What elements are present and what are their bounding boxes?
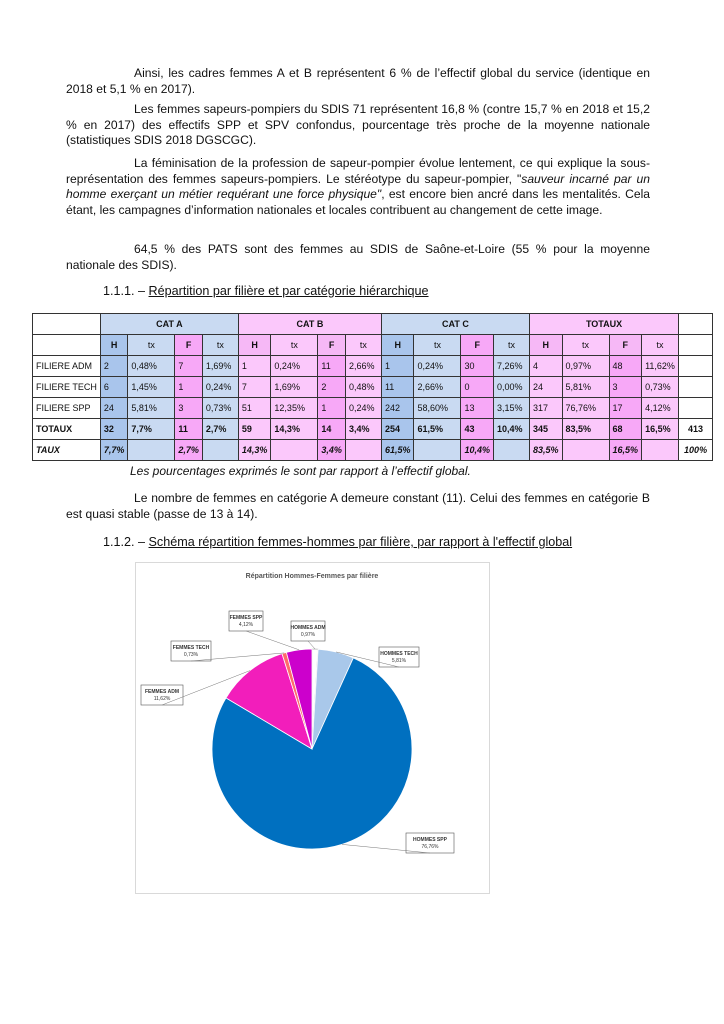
table-subheader-row [33, 335, 713, 356]
group-header: TOTAUX [530, 314, 679, 335]
subheader-cell: F [461, 335, 494, 356]
table-cell: 68 [609, 419, 642, 440]
table-cell: 14 [318, 419, 346, 440]
table-cell: 24 [530, 377, 563, 398]
table-cell: 1 [318, 398, 346, 419]
callout-value: 76,76% [421, 844, 439, 850]
section-title-1: Répartition par filière et par catégorie hiérarchique [148, 284, 429, 298]
grand-total-cell [679, 377, 713, 398]
table-cell: 43 [461, 419, 494, 440]
paragraph-feminisation: La féminisation de la profession de sapeur-pompier évolue lentement, ce qui explique la sous-représentation des femmes sapeurs-pompiers. Le stéréotype du sapeur-pompier, "sauveur incarné par un homme exerçant un métier requérant une force physique", est encore bien ancré dans les mentalités. Cela étant, les campagnes d’information nationales et locales contribuent au changement de cette image. [66, 156, 650, 217]
table-header-row [33, 314, 713, 335]
table-cell: 0,24% [414, 356, 461, 377]
table-cell: 3,4% [345, 419, 381, 440]
table-cell: 10,4% [494, 419, 530, 440]
table-cell [562, 440, 609, 461]
grand-total-cell [679, 356, 713, 377]
grand-total-cell: 100% [679, 440, 713, 461]
paragraph-cadres: Ainsi, les cadres femmes A et B représentent 6 % de l’effectif global du service (identique en 2018 et 5,1 % en 2017). [66, 66, 650, 96]
table-cell: 4 [530, 356, 563, 377]
table-cell [494, 440, 530, 461]
table-cell: 76,76% [562, 398, 609, 419]
table-cell: 4,12% [642, 398, 679, 419]
table-cell: 12,35% [271, 398, 318, 419]
callout-box [229, 611, 263, 631]
table-cell: 1 [381, 356, 414, 377]
subheader-cell: H [238, 335, 271, 356]
row-label: TOTAUX [33, 419, 101, 440]
table-cell: 61,5% [381, 440, 414, 461]
table-cell: 0,24% [345, 398, 381, 419]
table-cell: 3,15% [494, 398, 530, 419]
repartition-table [32, 313, 713, 461]
subheader-cell: tx [345, 335, 381, 356]
table-cell: 0,97% [562, 356, 609, 377]
table-cell: 242 [381, 398, 414, 419]
paragraph-categorie-a: Le nombre de femmes en catégorie A demeure constant (11). Celui des femmes en catégorie B est quasi stable (passe de 13 à 14). [66, 491, 650, 521]
table-cell: 83,5% [530, 440, 563, 461]
table-row [33, 377, 713, 398]
table-cell: 2,66% [345, 356, 381, 377]
table-cell: 3 [175, 398, 203, 419]
group-header: CAT B [238, 314, 381, 335]
table-row [33, 398, 713, 419]
paragraph-femmes-spp: Les femmes sapeurs-pompiers du SDIS 71 représentent 16,8 % (contre 15,7 % en 2018 et 15,2 % en 2017) des effectifs SPP et SPV confondus, pourcentage très proche de la moyenne nationale (statistiques SDIS 2018 DGSCGC). [66, 102, 650, 147]
header-corner-right [679, 314, 713, 335]
callout-label: HOMMES TECH [380, 651, 418, 657]
subheader-cell: tx [562, 335, 609, 356]
table-cell: 51 [238, 398, 271, 419]
group-header: CAT A [100, 314, 238, 335]
table-cell: 0 [461, 377, 494, 398]
callout-value: 11,62% [153, 696, 171, 702]
table-cell: 1,69% [271, 377, 318, 398]
quote-stereotype: sauveur incarné par un homme exerçant un métier requérant une force physique" [66, 171, 650, 201]
table-cell: 2,66% [414, 377, 461, 398]
subheader-cell: tx [202, 335, 238, 356]
table-cell: 59 [238, 419, 271, 440]
callout-box [406, 833, 454, 853]
subheader-cell: H [381, 335, 414, 356]
callout-value: 0,73% [183, 652, 199, 658]
subheader-cell: F [609, 335, 642, 356]
table-cell: 7,7% [100, 440, 128, 461]
table-cell: 0,48% [128, 356, 175, 377]
table-cell: 6 [100, 377, 128, 398]
callout-label: HOMMES SPP [413, 837, 447, 843]
row-label: TAUX [33, 440, 101, 461]
table-cell: 0,73% [642, 377, 679, 398]
callout-box [141, 685, 183, 705]
subheader-cell: F [318, 335, 346, 356]
table-cell: 5,81% [128, 398, 175, 419]
row-label: FILIERE ADM [33, 356, 101, 377]
table-cell: 0,24% [202, 377, 238, 398]
table-cell [128, 440, 175, 461]
table-cell: 3,4% [318, 440, 346, 461]
callout-label: HOMMES ADM [290, 625, 326, 631]
table-cell: 254 [381, 419, 414, 440]
callout-value: 4,12% [238, 622, 254, 628]
table-cell: 11 [318, 356, 346, 377]
callout-box [379, 647, 419, 667]
table-cell [202, 440, 238, 461]
table-cell: 58,60% [414, 398, 461, 419]
subheader-cell: tx [128, 335, 175, 356]
section-title-2: Schéma répartition femmes-hommes par filière, par rapport à l'effectif global [148, 535, 573, 549]
table-cell: 30 [461, 356, 494, 377]
table-cell: 0,73% [202, 398, 238, 419]
table-cell: 83,5% [562, 419, 609, 440]
table-cell: 3 [609, 377, 642, 398]
callout-box [291, 621, 325, 641]
table-cell: 2,7% [202, 419, 238, 440]
table-cell: 7 [238, 377, 271, 398]
section-heading-1: 1.1.1. – Répartition par filière et par catégorie hiérarchique [103, 284, 429, 298]
callout-femmes-spp [229, 611, 299, 650]
table-cell: 11 [175, 419, 203, 440]
subheader-cell: tx [414, 335, 461, 356]
table-cell: 14,3% [271, 419, 318, 440]
table-row [33, 440, 713, 461]
chart-title: Répartition Hommes-Femmes par filière [245, 573, 379, 580]
table-cell: 0,00% [494, 377, 530, 398]
callout-box [171, 641, 211, 661]
table-cell: 11,62% [642, 356, 679, 377]
pie-chart [136, 563, 489, 893]
group-header: CAT C [381, 314, 529, 335]
callout-label: FEMMES ADM [145, 689, 179, 695]
table-cell: 1 [238, 356, 271, 377]
table-cell: 2 [100, 356, 128, 377]
table-cell: 7,7% [128, 419, 175, 440]
table-cell [271, 440, 318, 461]
table-cell [345, 440, 381, 461]
table-cell: 1,45% [128, 377, 175, 398]
row-label: FILIERE TECH [33, 377, 101, 398]
table-cell: 24 [100, 398, 128, 419]
section-heading-2: 1.1.2. – Schéma répartition femmes-hommes par filière, par rapport à l'effectif global [103, 535, 573, 549]
subheader-cell: tx [271, 335, 318, 356]
table-cell: 17 [609, 398, 642, 419]
grand-total-cell [679, 398, 713, 419]
table-cell: 61,5% [414, 419, 461, 440]
table-cell: 11 [381, 377, 414, 398]
table-cell: 7 [175, 356, 203, 377]
subheader-cell: tx [494, 335, 530, 356]
pie-chart-frame [135, 562, 490, 894]
table-cell: 14,3% [238, 440, 271, 461]
subheader-cell: F [175, 335, 203, 356]
subheader-cell: tx [642, 335, 679, 356]
table-cell: 48 [609, 356, 642, 377]
subheader-corner [33, 335, 101, 356]
table-cell: 345 [530, 419, 563, 440]
table-cell: 0,48% [345, 377, 381, 398]
callout-label: FEMMES TECH [172, 645, 210, 651]
table-cell: 32 [100, 419, 128, 440]
subheader-cell: H [100, 335, 128, 356]
table-cell: 16,5% [642, 419, 679, 440]
table-row [33, 356, 713, 377]
callout-leader [308, 641, 315, 649]
table-cell: 13 [461, 398, 494, 419]
table-cell: 10,4% [461, 440, 494, 461]
callout-hommes-adm [290, 621, 325, 649]
grand-total-cell: 413 [679, 419, 713, 440]
table-cell: 7,26% [494, 356, 530, 377]
table-cell: 1 [175, 377, 203, 398]
row-label: FILIERE SPP [33, 398, 101, 419]
callout-label: FEMMES SPP [229, 615, 263, 621]
table-cell: 317 [530, 398, 563, 419]
table-cell [642, 440, 679, 461]
table-cell: 2,7% [175, 440, 203, 461]
table-cell: 16,5% [609, 440, 642, 461]
callout-value: 5,81% [391, 658, 407, 664]
table-note: Les pourcentages exprimés le sont par rapport à l’effectif global. [130, 464, 471, 478]
table-cell: 1,69% [202, 356, 238, 377]
callout-femmes-tech [171, 641, 284, 661]
table-cell [414, 440, 461, 461]
header-corner [33, 314, 101, 335]
table-row [33, 419, 713, 440]
table-cell: 5,81% [562, 377, 609, 398]
callout-value: 0,97% [300, 632, 316, 638]
subheader-cell: H [530, 335, 563, 356]
subheader-corner-right [679, 335, 713, 356]
table-cell: 2 [318, 377, 346, 398]
table-cell: 0,24% [271, 356, 318, 377]
paragraph-pats: 64,5 % des PATS sont des femmes au SDIS de Saône-et-Loire (55 % pour la moyenne nationale des SDIS). [66, 242, 650, 272]
